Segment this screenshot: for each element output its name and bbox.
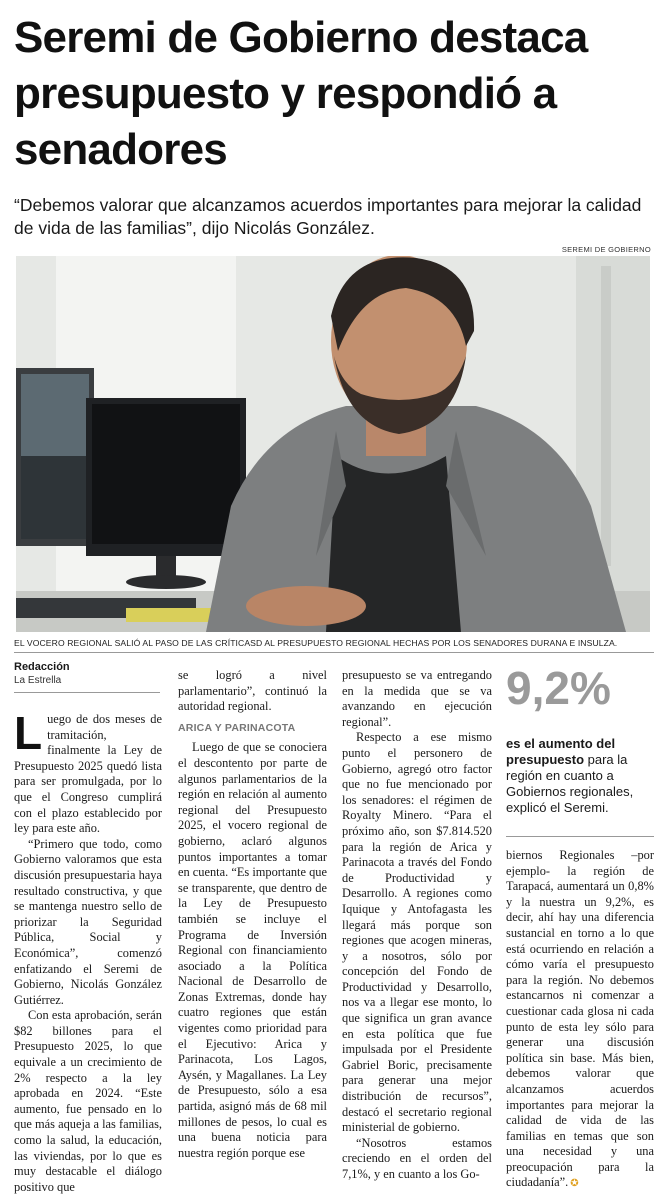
stat-text: es el aumento del presupuesto para la región en cuanto a Gobiernos regionales, explicó el Seremi. (506, 736, 634, 815)
photo-illustration (16, 256, 650, 632)
article-column-3 (342, 668, 492, 1183)
paragraph: “Nosotros estamos creciendo en el orden del 7,1%, y en cuanto a los Go- (342, 1135, 492, 1181)
paragraph: biernos Regionales –por ejemplo- la región de Tarapacá, aumentará un 0,8% y la nuestra un 9,2%, es decir, ahí hay una diferencia sustancial en torno a lo que está ocurriendo en relación a cómo varía el presupuesto para la región. No debemos estancarnos ni comenzar a cuestionar cada glosa ni cada punto de esta ley sólo para generar una discusión política sin base. Más bien, debemos valorar que alcanzamos acuerdos importantes para mejorar la calidad de vida de las familias en temas que son una necesidad y una preocupación para la ciudadanía”. ✪ (506, 848, 654, 1192)
paragraph: Luego de que se conociera el descontento por parte de algunos parlamentarios de la región en relación al aumento regional del Presupuesto 2025, el vocero regional de gobierno, aclaró algunos puntos importantes a tomar en cuenta. “Es importante que se transparente, que dentro de la Ley de Presupuesto también se incluye el Programa de Inversión Regional con financiamiento asociado a la Política Nacional de Desarrollo de Zonas Extremas, donde hay cuatro regiones que están vigentes como prioridad para el Ejecutivo: Arica y Parinacota, Los Lagos, Aysén, y Magallanes. La Ley de Presupuesto, sólo a esa partida, asignó más de 68 mil millones de pesos, lo cual es una buena noticia para nuestra región porque ese (178, 740, 327, 1160)
paragraph: presupuesto se va entregando en la medida que se va avanzando en ejecución regional”. (342, 668, 492, 729)
byline-author: Redacción (14, 661, 70, 673)
subheadline: “Debemos valorar que alcanzamos acuerdos importantes para mejorar la calidad de vida de las familias”, dijo Nicolás González. (14, 195, 642, 238)
paragraph: Respecto a ese mismo punto el personero de Gobierno, agregó otro factor que no fue mencionado por los senadores: el régimen de Royalty Minero. “Para el próximo año, son $7.814.520 para la región de Arica y Parinacota a través del Fondo de Productividad y Desarrollo. A regiones como Iquique y Antofagasta les llegará más porque son regiones que acogen mineras, y a nosotros, sólo por concepción del Fondo de Productividad y Desarrollo, nos va a llegar ese monto, lo que significa un gran avance en esta política que fue impulsada por el Presidente Gabriel Boric, precisamente para generar una mejor distribución de recursos”, destacó el secretario regional ministerial de gobierno. (342, 730, 492, 1135)
paragraph: se logró a nivel parlamentario”, continuó la autoridad regional. (178, 668, 327, 714)
article-column-4 (506, 848, 654, 1192)
section-heading: ARICA Y PARINACOTA (178, 721, 296, 734)
byline-outlet: La Estrella (14, 675, 62, 686)
photo-credit: SEREMI DE GOBIERNO (561, 245, 651, 254)
photo-caption: EL VOCERO REGIONAL SALIÓ AL PASO DE LAS CRÍTICASD AL PRESUPUESTO REGIONAL HECHAS POR LOS SENADORES DURANA E INSULZA. (14, 638, 618, 648)
stat-callout (506, 660, 656, 816)
article-column-2 (178, 668, 327, 1161)
paragraph: “Primero que todo, como Gobierno valoramos que esta discusión presupuestaria haya resultado constructiva, y que se mantenga nuestro sello de priorizar la Seguridad Pública, Social y Económica”, comenzó enfatizando el Seremi de Gobierno, Nicolás González Gutiérrez. (14, 836, 162, 1007)
article-column-1 (14, 707, 162, 1195)
end-of-article-icon: ✪ (570, 1178, 579, 1190)
drop-cap: L (14, 707, 43, 759)
byline (14, 660, 70, 687)
caption-divider (14, 652, 654, 653)
article-photo (16, 256, 650, 632)
stat-divider (506, 836, 654, 837)
byline-divider (14, 692, 160, 693)
paragraph: Luego de dos meses de tramitación, finalmente la Ley de Presupuesto 2025 quedó lista para ser promulgada, por lo que el Congreso cumplirá con el plazo establecido por ley para este año. (14, 707, 162, 836)
headline: Seremi de Gobierno destaca presupuesto y respondió a senadores (14, 13, 588, 174)
stat-number: 9,2% (506, 662, 611, 714)
paragraph: Con esta aprobación, serán $82 billones para el Presupuesto 2025, lo que equivale a un crecimiento de 2% respecto a la ley aprobada en 2024. “Este aumento, fue pensado en lo que más aqueja a las familias, como la salud, la educación, las viviendas, por lo que es muy destacable el diálogo positivo que (14, 1008, 162, 1194)
